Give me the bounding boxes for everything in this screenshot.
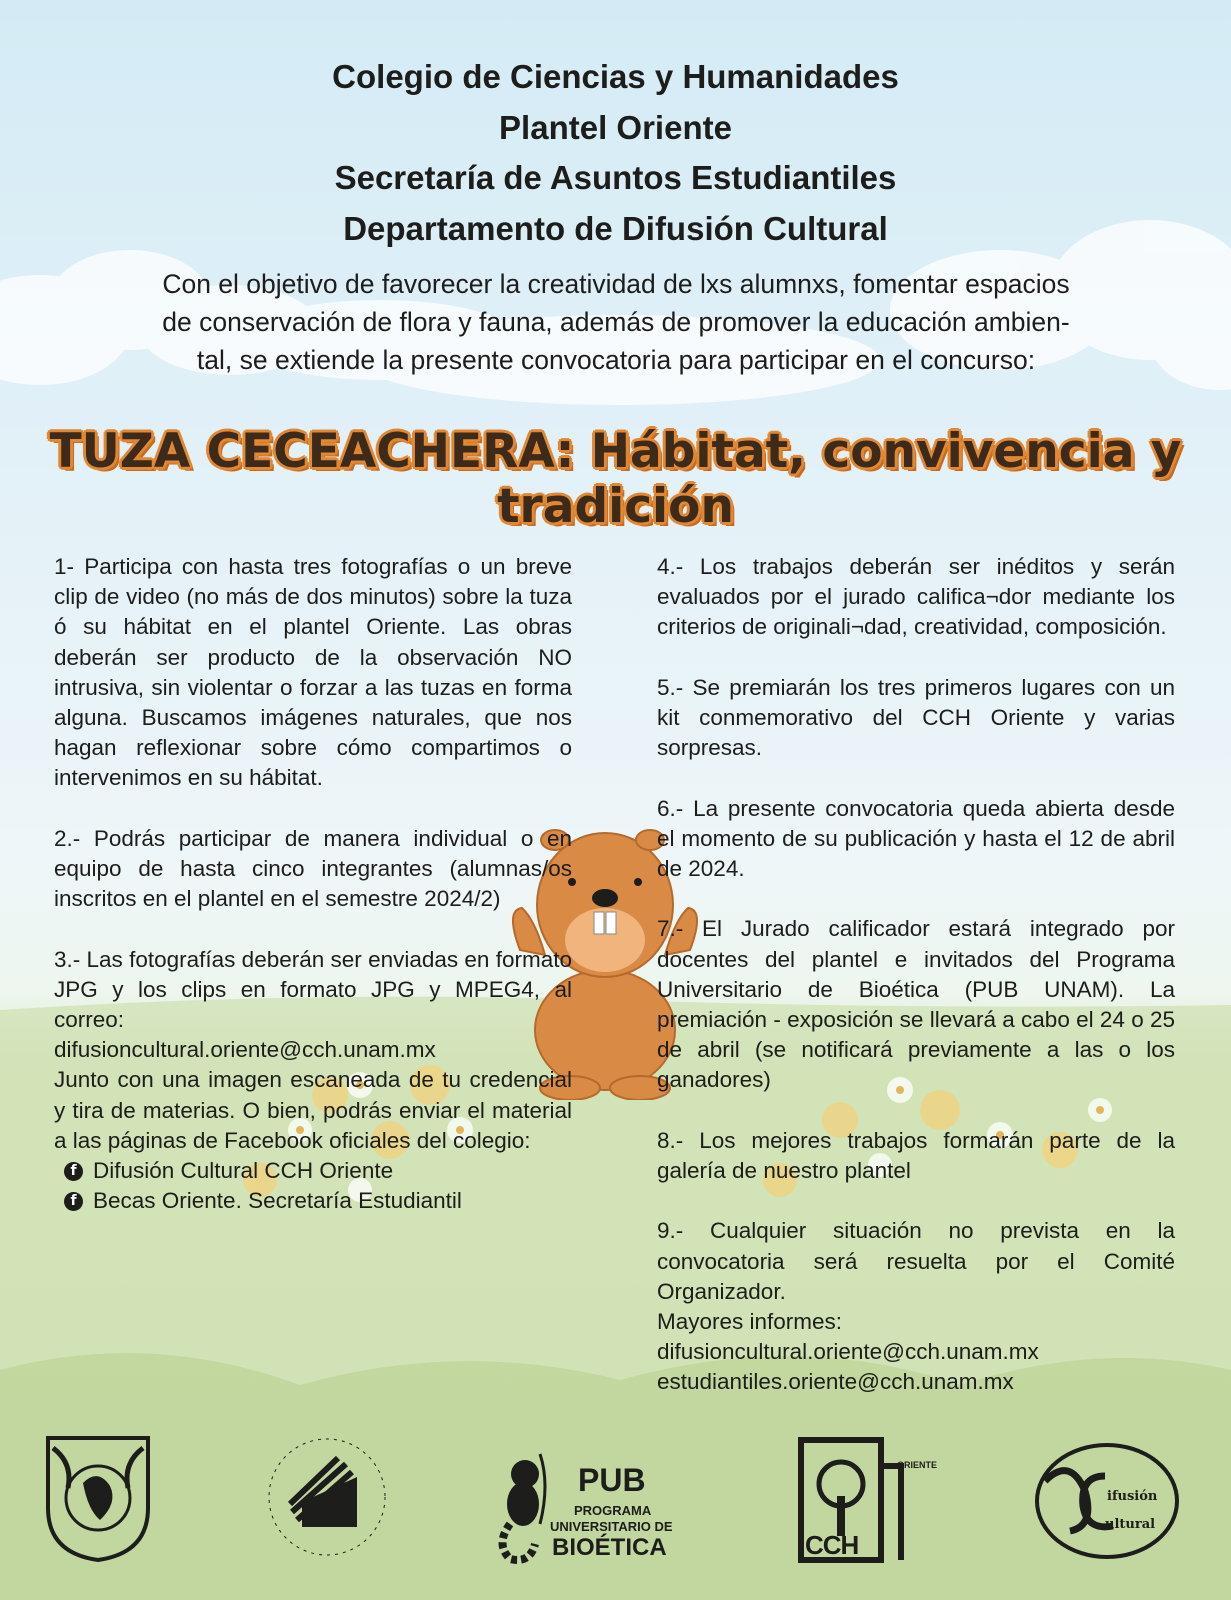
rules-left-column <box>54 552 572 1216</box>
facebook-page-2[interactable] <box>64 1186 572 1216</box>
facebook-icon: f <box>64 1162 83 1181</box>
facebook-page-2-label: Becas Oriente. Secretaría Estudiantil <box>93 1188 462 1214</box>
oriente-logo-text: ORIENTE <box>897 1460 938 1470</box>
facebook-page-1[interactable] <box>64 1156 572 1186</box>
header-line-4: Departamento de Difusión Cultural <box>343 209 888 247</box>
rule-3-text: 3.- Las fotografías deberán ser enviadas en formato JPG y los clips en formato JPG y MPEG4, al correo: <box>54 946 572 1033</box>
rule-7: 7.- El Jurado calificador estará integrado por docentes del plantel e invitados del Programa Universitario de Bioética (PUB UNAM). La premiación - exposición se llevará a cabo el 24 o 25 de abril (se notificará previamente a las o los ganadores) <box>657 916 1175 1093</box>
rule-3-email[interactable]: difusioncultural.oriente@cch.unam.mx <box>54 1037 436 1063</box>
rule-1: 1- Participa con hasta tres fotografías o un breve clip de video (no más de dos minutos) sobre la tuza ó su hábitat en el plantel Oriente. Las obras deberán ser producto de la observación NO intrusiva, sin violentar o forzar a las tuzas en forma alguna. Buscamos imágenes naturales, que nos hagan reflexionar sobre cómo compartimos o intervenimos en su hábitat. <box>54 554 572 791</box>
rule-3-alternative: O bien, podrás enviar el material a las páginas de Facebook oficiales del colegio: <box>54 1097 572 1153</box>
header-line-1: Colegio de Ciencias y Humanidades <box>332 58 899 95</box>
intro-line-1: Con el objetivo de favorecer la creatividad de lxs alumnxs, fomentar espacios <box>162 269 1070 299</box>
pub-logo-line-2: UNIVERSITARIO DE <box>550 1519 673 1534</box>
rule-5: 5.- Se premiarán los tres primeros lugares con un kit conmemorativo del CCH Oriente y varias sorpresas. <box>657 674 1175 761</box>
intro-paragraph <box>54 265 1178 379</box>
header-line-2: Plantel Oriente <box>499 108 732 146</box>
intro-line-2: de conservación de flora y fauna, además de promover la educación ambien- <box>162 307 1070 337</box>
pub-animal-icon <box>495 1434 555 1564</box>
facebook-icon: f <box>64 1192 83 1211</box>
cch-college-logo <box>262 1432 392 1562</box>
rules-right-column <box>657 552 1175 1398</box>
rule-2: 2.- Podrás participar de manera individual o en equipo de hasta cinco integrantes (alumnas/os inscritos en el plantel en el semestre 2024/2) <box>54 825 572 912</box>
unam-seal-logo <box>38 1428 158 1564</box>
difusion-logo-text: ifusión <box>1107 1489 1158 1504</box>
pub-logo-line-3: BIOÉTICA <box>552 1534 667 1561</box>
contact-email-1[interactable]: difusioncultural.oriente@cch.unam.mx <box>657 1339 1039 1365</box>
pub-logo-title: PUB <box>578 1462 646 1498</box>
rule-9-text: 9.- Cualquier situación no prevista en la convocatoria será resuelta por el Comité Organizador. <box>657 1218 1175 1304</box>
more-info-label: Mayores informes: <box>657 1309 843 1334</box>
rule-9 <box>657 1216 1175 1397</box>
rule-6: 6.- La presente convocatoria queda abierta desde el momento de su publicación y hasta el 12 de abril de 2024. <box>657 795 1175 881</box>
rule-3-continuation: Junto con una imagen escaneada de tu credencial y tira de materias. <box>54 1067 572 1123</box>
contest-title: TUZA CECEACHERA: Hábitat, convivencia y tradición <box>49 424 1182 534</box>
pub-logo-line-1: PROGRAMA <box>574 1503 652 1518</box>
header-line-3: Secretaría de Asuntos Estudiantiles <box>334 159 897 196</box>
facebook-page-1-label: Difusión Cultural CCH Oriente <box>93 1158 394 1184</box>
rule-8: 8.- Los mejores trabajos formarán parte de la galería de nuestro plantel <box>657 1127 1175 1183</box>
intro-line-3: tal, se extiende la presente convocatoria para participar en el concurso: <box>196 345 1036 375</box>
contact-email-2[interactable]: estudiantiles.oriente@cch.unam.mx <box>657 1369 1014 1395</box>
institution-header <box>0 52 1231 254</box>
cultural-logo-text: ultural <box>1105 1517 1156 1532</box>
difusion-cultural-logo <box>1025 1436 1185 1566</box>
cch-logo-text: CCH <box>805 1530 859 1560</box>
rule-3 <box>54 945 572 1217</box>
rule-4: 4.- Los trabajos deberán ser inéditos y serán evaluados por el jurado califica¬dor mediante los criterios de originali¬dad, creatividad, composición. <box>657 554 1175 640</box>
